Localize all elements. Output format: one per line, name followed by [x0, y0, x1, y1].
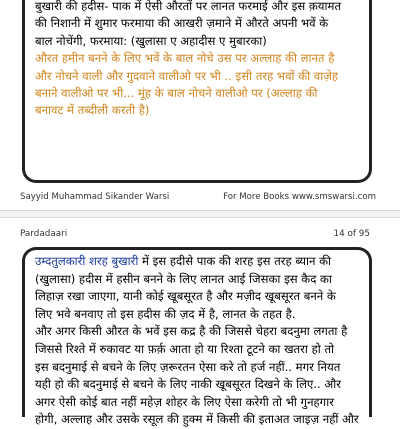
text-line: की निशानी में शुमार फरमाया की आखरी ज़माने में औरते अपनी भवें के	[35, 16, 329, 31]
text-line	[35, 253, 361, 271]
text-line: होगी, अल्लाह और उसके रसूल की हुक्म में किसी की इताअत जाइज़ नहीं और	[35, 412, 359, 427]
text-line: लिए भवे बनवाए तो इस हदीस की ज़द में है, लानत के तहत है.	[35, 306, 296, 321]
text-line: लिहाज़ रखा जाएगा, यानी कोई खूबसूरत है और मज़ीद खूबसूरत बनने के	[35, 289, 336, 304]
highlighted-line: बनाने वालीओ पर भी... मूंह के बाल नोचने वालीओ पर (अल्लाह की	[35, 86, 318, 101]
text-frame	[22, 0, 372, 183]
text-line: इस बदनुमाई से बचने के लिए ज़रूरतन ऐसा करे तो हर्ज नहीं.. मगर नियत	[35, 359, 341, 374]
page-number: 14 of 95	[333, 229, 370, 239]
page-header-title: Pardadaari	[20, 229, 68, 239]
text-span: में इस हदीसे पाक की शरह इस तरह ब्यान की	[138, 254, 332, 268]
highlighted-line: बनावट में तब्दीली करती है)	[35, 103, 150, 118]
text-line: यही हो की बदनुमाई से बचने के लिए नाकी खूबसूरत दिखने के लिए.. और	[35, 377, 341, 392]
text-line: अगर ऐसी कोई बात नहीं महेज़ शोहर के लिए ऐसा करेगी तो भी गुनहगार	[35, 394, 334, 409]
pdf-page-13	[0, 0, 400, 200]
footer-books-link[interactable]: For More Books www.smswarsi.com	[223, 192, 376, 202]
text-frame-page-14	[22, 247, 372, 427]
highlighted-line: और नोचने वाली और गुदवाने वालीओ पर भी .. इसी तरह भवों की वाज़ेह	[35, 68, 339, 83]
reference-highlight: उम्दतुलकारी शरह बुखारी	[35, 254, 139, 268]
text-line: बुखारी की हदीस- पाक में ऐसी औरतों पर लानत फरमाई और इस क़यामत	[35, 0, 342, 13]
footer-author: Sayyid Muhammad Sikander Warsi	[20, 192, 170, 202]
text-line: (खुलासा) हदीस में हसीन बनने के लिए लानत आई जिसका इस कैद का	[35, 271, 332, 286]
page-separator	[0, 210, 400, 218]
highlighted-line: औरत हमीन बनने के लिए भवें के बाल नोचे उस पर अल्लाह की लानत है	[35, 51, 335, 66]
text-line: और अगर किसी औरत के भवें इस कद्र है की जिससे चेहरा बदनुमा लगता है	[35, 324, 348, 339]
text-line: जिससे रिश्ते में रुकावट या फ़र्क़ आता हो या रिश्ता टूटने का खतरा हो तो	[35, 341, 335, 356]
text-line: बाल नोचेंगी, फरमाया: (खुलासा ए अहादीस ए मुबारका)	[35, 33, 267, 48]
